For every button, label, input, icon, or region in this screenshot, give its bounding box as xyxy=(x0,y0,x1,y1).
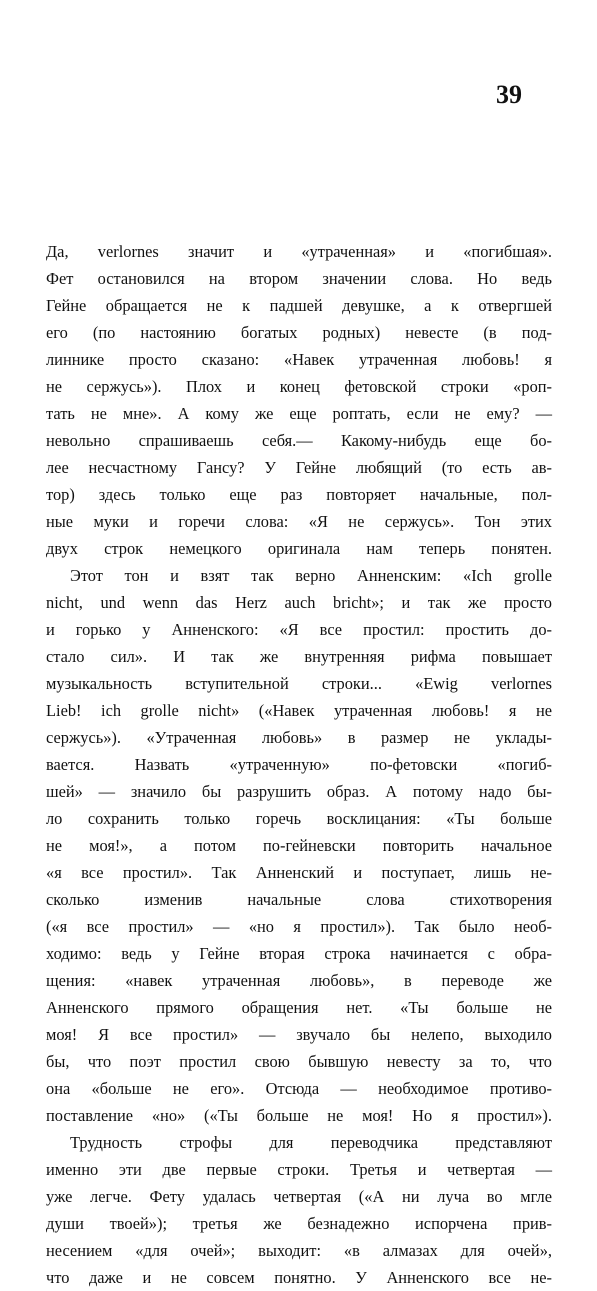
text-line: «я все простил». Так Анненский и поступает, лишь не- xyxy=(46,863,552,882)
text-line: Трудность строфы для переводчика представляют xyxy=(70,1133,552,1152)
paragraph-1 xyxy=(46,238,552,562)
text-line: души твоей»); третья же безнадежно испорчена прив- xyxy=(46,1214,552,1233)
text-line: бы, что поэт простил свою бывшую невесту за то, что xyxy=(46,1052,552,1071)
text-line: вается. Назвать «утраченную» по-фетовски «погиб- xyxy=(46,755,552,774)
text-line: лее несчастному Гансу? У Гейне любящий (то есть ав- xyxy=(46,458,552,477)
paragraph-3 xyxy=(46,1129,552,1291)
text-line: тать не мне». А кому же еще роптать, если не ему? — xyxy=(46,404,552,423)
text-line: и горько у Анненского: «Я все простил: простить до- xyxy=(46,620,552,639)
text-line: несением «для очей»; выходит: «в алмазах для очей», xyxy=(46,1241,552,1260)
text-line: ные муки и горечи слова: «Я не сержусь». Тон этих xyxy=(46,512,552,531)
paragraph-2 xyxy=(46,562,552,1129)
text-line: Анненского прямого обращения нет. «Ты больше не xyxy=(46,998,552,1017)
text-line: двух строк немецкого оригинала нам теперь понятен. xyxy=(46,539,552,558)
text-line: сколько изменив начальные слова стихотворения xyxy=(46,890,552,909)
text-line: Lieb! ich grolle nicht» («Навек утраченная любовь! я не xyxy=(46,701,552,720)
text-line: ходимо: ведь у Гейне вторая строка начинается с обра- xyxy=(46,944,552,963)
page-number: 39 xyxy=(496,80,522,109)
text-line: она «больше не его». Отсюда — необходимое противо- xyxy=(46,1079,552,1098)
text-line: что даже и не совсем понятно. У Анненского все не- xyxy=(46,1268,552,1287)
text-line: Да, verlornes значит и «утраченная» и «погибшая». xyxy=(46,242,552,261)
text-line: моя! Я все простил» — звучало бы нелепо, выходило xyxy=(46,1025,552,1044)
text-line: именно эти две первые строки. Третья и четвертая — xyxy=(46,1160,552,1179)
text-line: музыкальность вступительной строки... «Ewig verlornes xyxy=(46,674,552,693)
text-line: не сержусь»). Плох и конец фетовской строки «роп- xyxy=(46,377,552,396)
text-line: («я все простил» — «но я простил»). Так было необ- xyxy=(46,917,552,936)
text-line: Фет остановился на втором значении слова. Но ведь xyxy=(46,269,552,288)
text-line: не моя!», а потом по-гейневски повторить начальное xyxy=(46,836,552,855)
text-line: его (по настоянию богатых родных) невесте (в под- xyxy=(46,323,552,342)
text-line: шей» — значило бы разрушить образ. А потому надо бы- xyxy=(46,782,552,801)
text-line: уже легче. Фету удалась четвертая («А ни луча во мгле xyxy=(46,1187,552,1206)
text-line: стало сил». И так же внутренняя рифма повышает xyxy=(46,647,552,666)
text-line: nicht, und wenn das Herz auch bricht»; и так же просто xyxy=(46,593,552,612)
text-line: сержусь»). «Утраченная любовь» в размер не уклады- xyxy=(46,728,552,747)
text-line: ло сохранить только горечь восклицания: «Ты больше xyxy=(46,809,552,828)
text-line: тор) здесь только еще раз повторяет начальные, пол- xyxy=(46,485,552,504)
text-line: Этот тон и взят так верно Анненским: «Ich grolle xyxy=(70,566,552,585)
text-line: Гейне обращается не к падшей девушке, а к отвергшей xyxy=(46,296,552,315)
text-line: невольно спрашиваешь себя.— Какому-нибудь еще бо- xyxy=(46,431,552,450)
text-line: поставление «но» («Ты больше не моя! Но я простил»). xyxy=(46,1106,552,1125)
text-line: линнике просто сказано: «Навек утраченная любовь! я xyxy=(46,350,552,369)
text-line: щения: «навек утраченная любовь», в переводе же xyxy=(46,971,552,990)
text-body xyxy=(46,238,552,1291)
